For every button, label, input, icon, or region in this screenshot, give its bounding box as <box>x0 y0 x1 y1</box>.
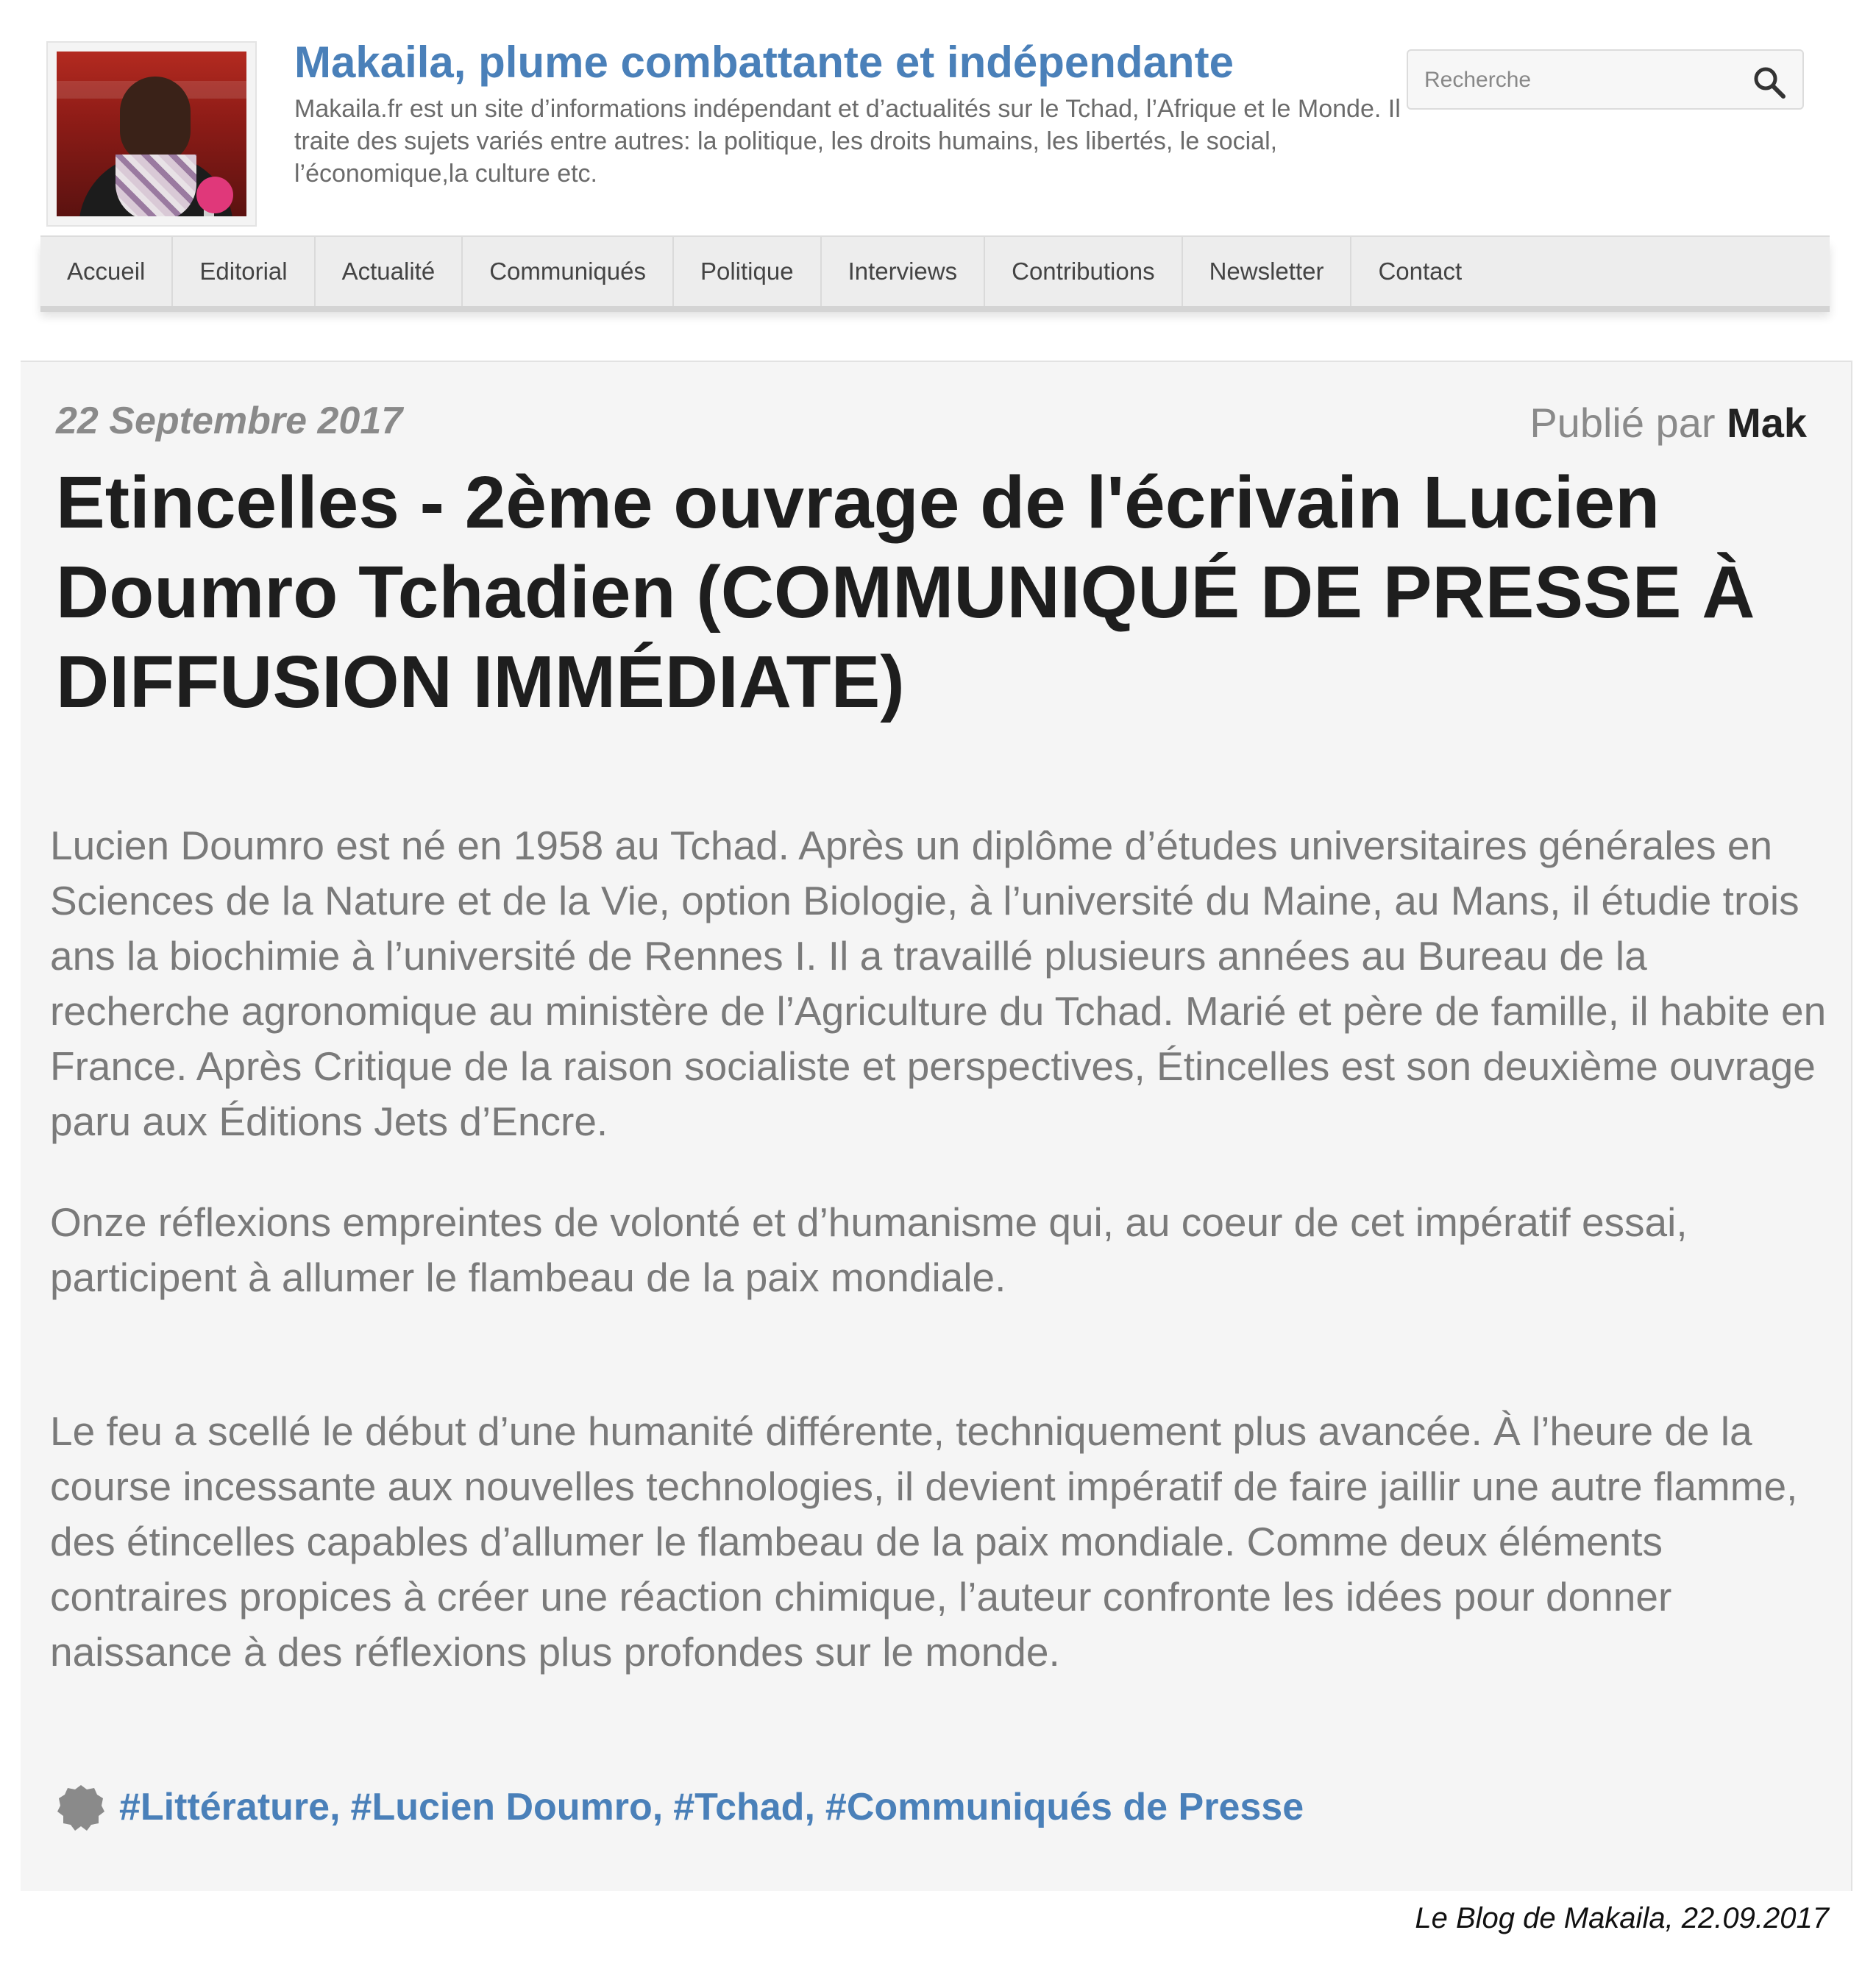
nav-item-accueil[interactable]: Accueil <box>40 237 173 306</box>
tag-separator: , <box>804 1786 815 1828</box>
site-title[interactable]: Makaila, plume combattante et indépendante <box>294 38 1234 87</box>
post-title: Etincelles - 2ème ouvrage de l'écrivain Lucien Doumro Tchadien (COMMUNIQUÉ DE PRESSE À DIFFUSION IMMÉDIATE) <box>56 461 1755 723</box>
tag-separator: , <box>330 1786 341 1828</box>
nav-item-contributions[interactable]: Contributions <box>985 237 1182 306</box>
tag-list <box>57 1784 1304 1831</box>
image-caption: Le Blog de Makaila, 22.09.2017 <box>1415 1902 1829 1934</box>
search-icon[interactable] <box>1751 64 1788 101</box>
search-input[interactable] <box>1424 63 1733 98</box>
nav-item-editorial[interactable]: Editorial <box>173 237 315 306</box>
site-header <box>42 37 1830 235</box>
tag-tchad[interactable]: #Tchad <box>673 1786 805 1828</box>
site-description: Makaila.fr est un site d’informations indépendant et d’actualités sur le Tchad, l’Afrique et le Monde. Il traite des sujets variés entre autres: la politique, les droits humains, les libertés, le social, l’économique,la culture etc. <box>294 95 1401 188</box>
nav-item-communiques[interactable]: Communiqués <box>463 237 674 306</box>
main-nav <box>40 235 1830 306</box>
tag-lucien-doumro[interactable]: #Lucien Doumro <box>350 1786 653 1828</box>
tag-icon <box>57 1784 104 1831</box>
nav-item-newsletter[interactable]: Newsletter <box>1183 237 1352 306</box>
tag-communiques-de-presse[interactable]: #Communiqués de Presse <box>825 1786 1304 1828</box>
post-author <box>1529 399 1807 447</box>
search-box <box>1407 49 1804 110</box>
paragraph-3: Le feu a scellé le début d’une humanité différente, techniquement plus avancée. À l’heure de la course incessante aux nouvelles technologies, il devient impératif de faire jaillir une autre flamme, des étincelles capables d’allumer le flambeau de la paix mondiale. Comme deux éléments contraires propices à créer une réaction chimique, l’auteur confronte les idées pour donner naissance à des réflexions plus profondes sur le monde. <box>50 1408 1798 1675</box>
paragraph-2: Onze réflexions empreintes de volonté et d’humanisme qui, au coeur de cet impératif essai, participent à allumer le flambeau de la paix mondiale. <box>50 1199 1688 1300</box>
author-name[interactable]: Mak <box>1727 400 1807 446</box>
published-by-label: Publié par <box>1529 400 1716 446</box>
nav-item-interviews[interactable]: Interviews <box>822 237 986 306</box>
nav-item-actualite[interactable]: Actualité <box>316 237 463 306</box>
nav-item-politique[interactable]: Politique <box>674 237 822 306</box>
tag-litterature[interactable]: #Littérature <box>119 1786 330 1828</box>
avatar-photo <box>57 52 246 216</box>
article <box>21 361 1852 1891</box>
post-date: 22 Septembre 2017 <box>56 400 403 442</box>
tag-separator: , <box>652 1786 664 1828</box>
nav-item-contact[interactable]: Contact <box>1378 258 1463 285</box>
paragraph-1: Lucien Doumro est né en 1958 au Tchad. Après un diplôme d’études universitaires générales en Sciences de la Nature et de la Vie, option Biologie, à l’université du Maine, au Mans, il étudie trois ans la biochimie à l’université de Rennes I. Il a travaillé plusieurs années au Bureau de la recherche agronomique au ministère de l’Agriculture du Tchad. Marié et père de famille, il habite en France. Après Critique de la raison socialiste et perspectives, Étincelles est son deuxième ouvrage paru aux Éditions Jets d’Encre. <box>50 823 1827 1144</box>
avatar[interactable] <box>46 41 257 227</box>
